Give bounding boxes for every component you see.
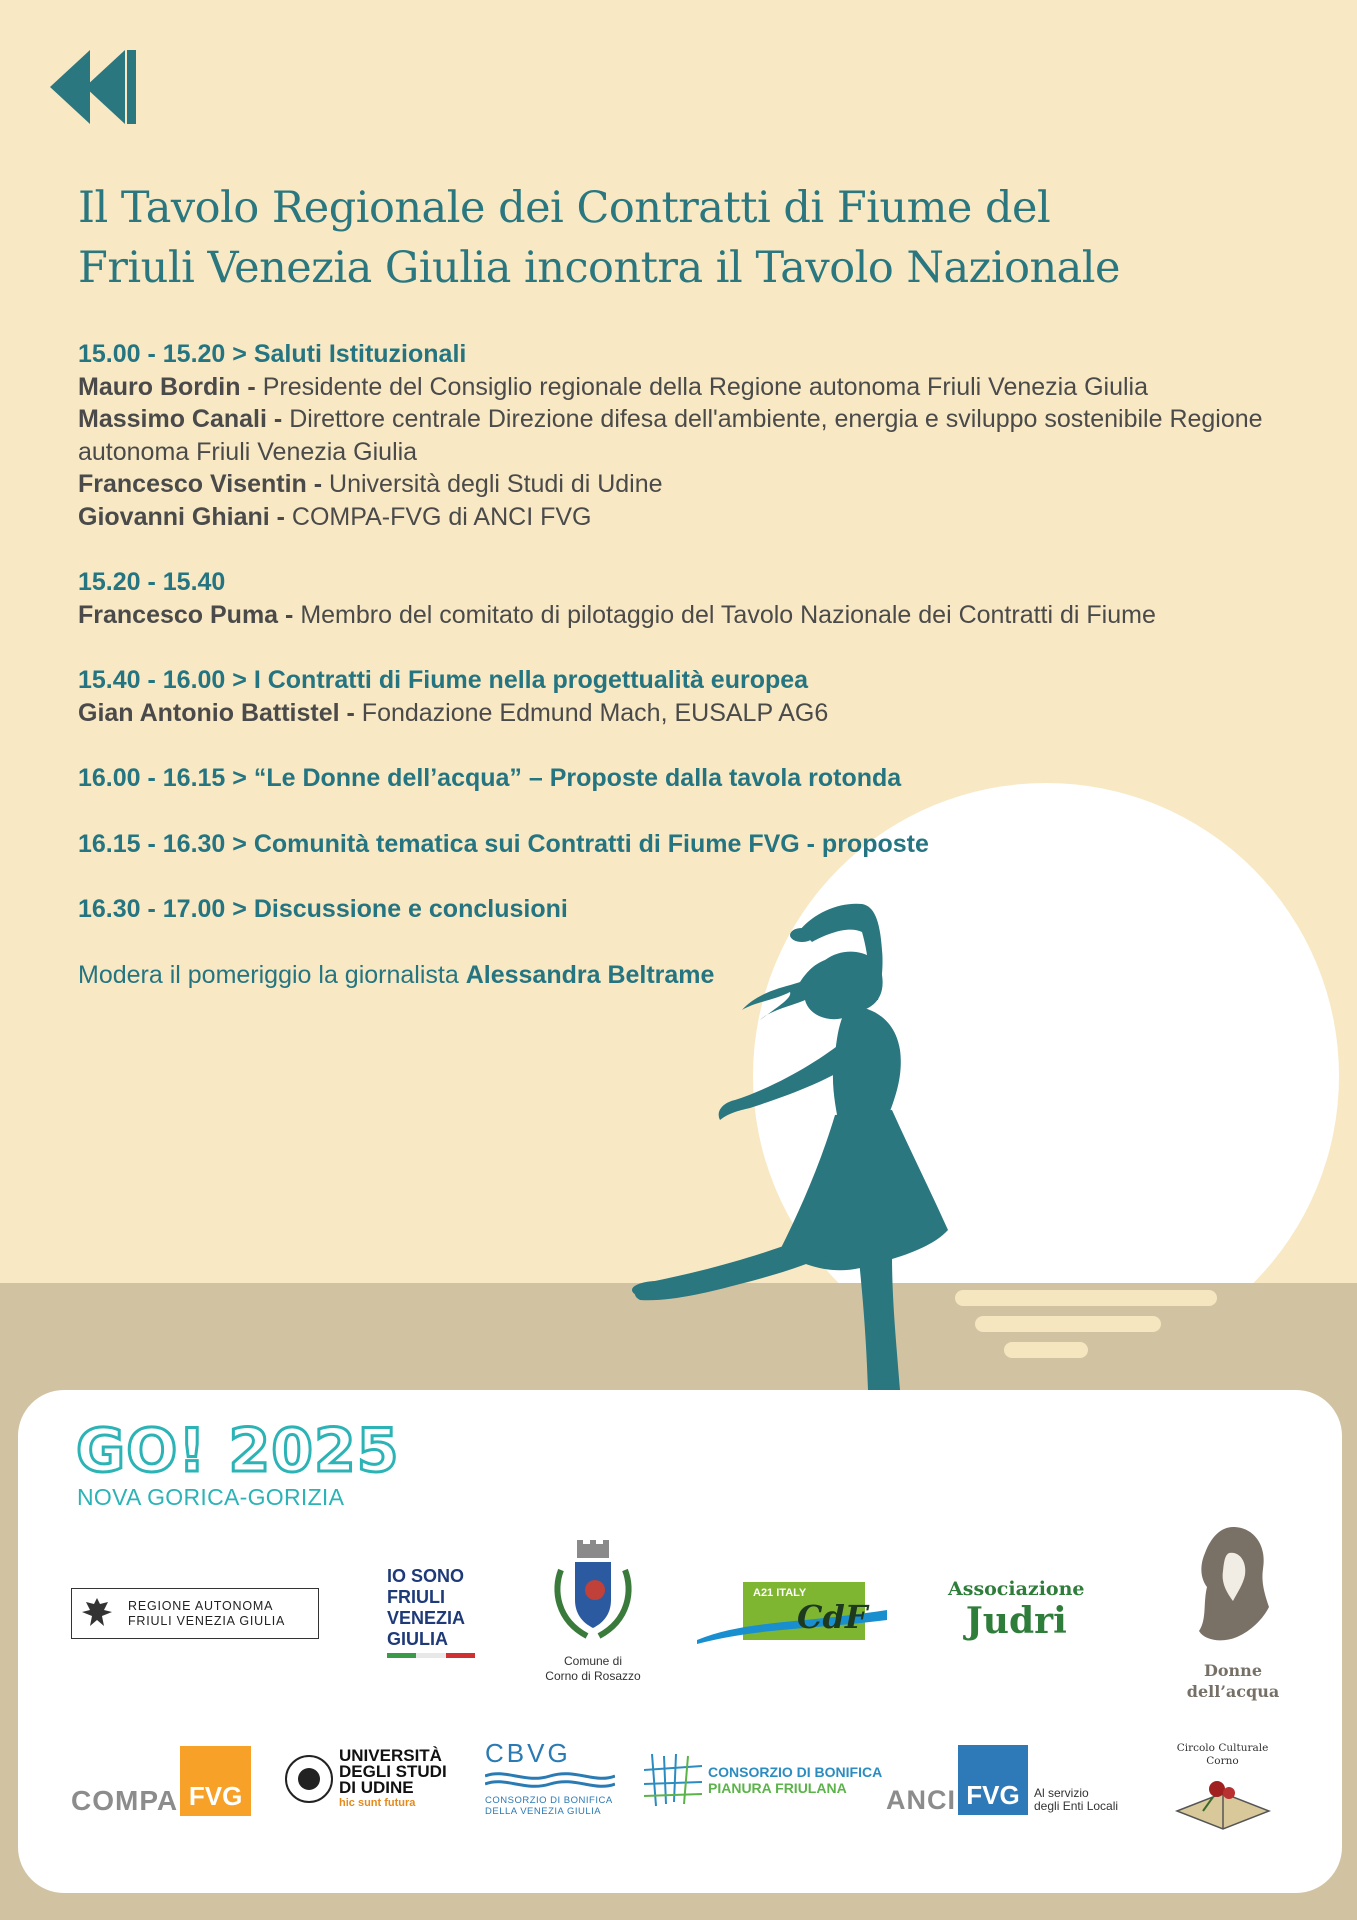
moderator-prefix: Modera il pomeriggio la giornalista	[78, 960, 459, 989]
speaker-role: Presidente del Consiglio regionale della Regione autonoma Friuli Venezia Giulia	[262, 372, 1148, 401]
speaker-name: Mauro Bordin -	[78, 372, 256, 401]
judri-logo	[948, 1578, 1085, 1642]
go2025-subtitle: NOVA GORICA-GORIZIA	[77, 1484, 345, 1510]
judri-line-2: Judri	[965, 1600, 1067, 1642]
uniud-logo	[285, 1748, 447, 1810]
iosono-line-4: GIULIA	[387, 1629, 448, 1649]
woman-profile-icon	[1193, 1523, 1273, 1653]
speaker-line	[78, 403, 1338, 468]
program-heading: 15.40 - 16.00 > I Contratti di Fiume nella progettualità europea	[78, 666, 809, 694]
program-heading: 15.20 - 15.40	[78, 568, 226, 596]
circolo-corno-logo	[1160, 1742, 1285, 1836]
regione-line-1: REGIONE AUTONOMA	[128, 1598, 274, 1613]
speaker-role: Fondazione Edmund Mach, EUSALP AG6	[361, 698, 829, 727]
compa-word: COMPA	[71, 1785, 179, 1816]
coat-of-arms-icon	[547, 1540, 639, 1650]
cdf-logo	[697, 1580, 887, 1646]
speaker-role: Università degli Studi di Udine	[329, 470, 663, 498]
donne-line-1: Donne	[1204, 1661, 1262, 1680]
program-block-3	[78, 664, 1338, 729]
program-block-2	[78, 566, 1338, 631]
speaker-line	[78, 501, 1338, 534]
iosono-fvg-logo	[387, 1566, 475, 1658]
compa-badge: FVG	[180, 1746, 251, 1816]
regione-logo	[71, 1588, 319, 1639]
moderator-line	[78, 959, 1338, 992]
program-block-1	[78, 338, 1338, 533]
uniud-line-2: DEGLI STUDI	[339, 1762, 447, 1781]
speaker-role: Direttore centrale Direzione difesa dell'ambiente, energia e sviluppo sostenibile Regione autonoma Friuli Venezia Giulia	[78, 405, 1263, 466]
anci-note-2: degli Enti Locali	[1034, 1799, 1119, 1813]
donne-line-2: dell’acqua	[1186, 1682, 1280, 1701]
title-line-1: Il Tavolo Regionale dei Contratti di Fiume del	[78, 183, 1051, 233]
program-block-5	[78, 828, 1338, 861]
title-line-2: Friuli Venezia Giulia incontra il Tavolo Nazionale	[78, 243, 1121, 293]
program-heading: 16.00 - 16.15 > “Le Donne dell’acqua” – Proposte dalla tavola rotonda	[78, 764, 902, 792]
grid-lines-icon	[644, 1752, 702, 1808]
iosono-line-3: VENEZIA	[387, 1608, 466, 1628]
eagle-icon	[80, 1596, 114, 1632]
cdf-tag: A21 ITALY	[753, 1587, 807, 1599]
water-stripe-3	[1004, 1342, 1088, 1358]
iosono-line-2: FRIULI	[387, 1587, 445, 1607]
judri-line-1: Associazione	[948, 1578, 1085, 1600]
speaker-name: Francesco Visentin -	[78, 470, 323, 498]
program-schedule	[78, 338, 1338, 991]
italian-flag-stripe	[387, 1653, 475, 1658]
speaker-role: Membro del comitato di pilotaggio del Tavolo Nazionale dei Contratti di Fiume	[300, 600, 1156, 629]
circolo-label: Circolo Culturale Corno	[1176, 1742, 1269, 1767]
anci-badge: FVG	[958, 1745, 1028, 1815]
regione-line-2: FRIULI VENEZIA GIULIA	[128, 1613, 286, 1628]
moderator-name: Alessandra Beltrame	[465, 960, 715, 989]
uniud-line-3: DI UDINE	[339, 1778, 414, 1797]
compa-fvg-logo	[71, 1746, 251, 1816]
cdf-mark: CdF	[797, 1598, 868, 1636]
speaker-role: COMPA-FVG di ANCI FVG	[291, 502, 592, 531]
uniud-line-1: UNIVERSITÀ	[339, 1746, 442, 1765]
comune-line-2: Corno di Rosazzo	[545, 1669, 641, 1683]
speaker-name: Francesco Puma -	[78, 600, 294, 629]
book-rose-icon	[1173, 1771, 1273, 1831]
uniud-seal-icon	[285, 1755, 333, 1803]
anci-word: ANCI	[886, 1785, 956, 1815]
cbvg-line-2: DELLA VENEZIA GIULIA	[485, 1806, 602, 1817]
cbvg-logo	[485, 1738, 615, 1817]
comune-line-1: Comune di	[563, 1654, 623, 1668]
cbvg-line-1: CONSORZIO DI BONIFICA	[485, 1795, 613, 1806]
speaker-line	[78, 371, 1338, 404]
pianura-line-2: PIANURA FRIULANA	[708, 1780, 847, 1796]
iosono-line-1: IO SONO	[387, 1566, 465, 1586]
go2025-logo: GO! 2025	[76, 1416, 400, 1486]
donne-acqua-logo	[1178, 1523, 1288, 1702]
program-block-4	[78, 762, 1338, 795]
anci-note-1: Al servizio	[1034, 1786, 1089, 1800]
speaker-name: Gian Antonio Battistel -	[78, 698, 355, 727]
speaker-line	[78, 468, 1338, 501]
program-block-6	[78, 893, 1338, 926]
speaker-name: Giovanni Ghiani -	[78, 502, 285, 531]
speaker-name: Massimo Canali -	[78, 405, 283, 433]
cbvg-mark: CBVG	[485, 1738, 571, 1768]
double-chevron-left-icon[interactable]	[50, 50, 136, 124]
cdf-mark-icon	[697, 1580, 887, 1646]
speaker-line	[78, 697, 1338, 730]
comune-logo	[538, 1540, 648, 1684]
waves-icon	[485, 1768, 615, 1790]
anci-fvg-logo	[886, 1745, 1118, 1815]
speaker-line	[78, 599, 1338, 632]
pianura-friulana-logo	[644, 1752, 882, 1808]
program-heading: 15.00 - 15.20 > Saluti Istituzionali	[78, 340, 467, 368]
pianura-line-1: CONSORZIO DI BONIFICA	[708, 1764, 883, 1780]
uniud-motto: hic sunt futura	[339, 1797, 416, 1809]
program-heading: 16.15 - 16.30 > Comunità tematica sui Contratti di Fiume FVG - proposte	[78, 829, 929, 858]
program-heading: 16.30 - 17.00 > Discussione e conclusioni	[78, 895, 568, 923]
page-title	[78, 178, 1278, 298]
